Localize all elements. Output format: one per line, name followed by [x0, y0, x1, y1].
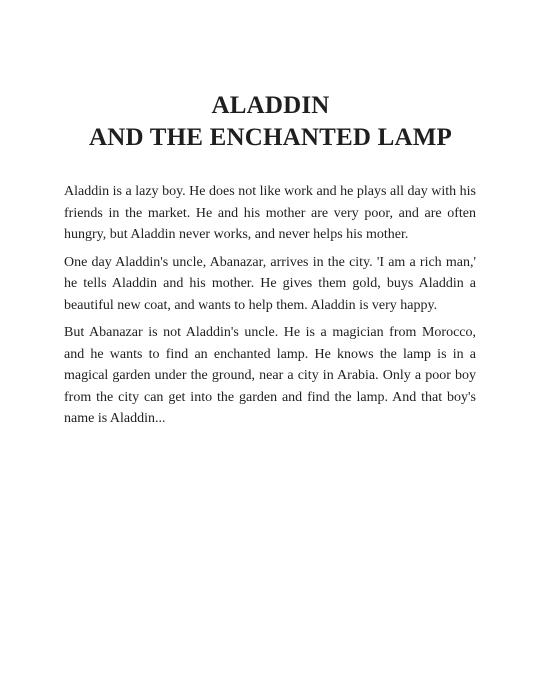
- page-title: [0, 90, 541, 154]
- paragraph-2: One day Aladdin's uncle, Abanazar, arrives in the city. 'I am a rich man,' he tells Aladdin and his mother. He gives them gold, buys Aladdin a beautiful new coat, and wants to help them. Aladdin is very happy.: [64, 254, 476, 313]
- title-line-1: ALADDIN: [211, 92, 330, 119]
- paragraph-1: Aladdin is a lazy boy. He does not like work and he plays all day with his friends in the market. He and his mother are very poor, and are often hungry, but Aladdin never works, and never helps his mother.: [64, 184, 476, 242]
- title-line-2: AND THE ENCHANTED LAMP: [89, 124, 452, 151]
- paragraph-3: But Abanazar is not Aladdin's uncle. He is a magician from Morocco, and he wants to find an enchanted lamp. He knows the lamp is in a magical garden under the ground, near a city in Arabia. Only a poor boy from the city can get into the garden and find the lamp. And that boy's name is Aladdin...: [64, 325, 476, 426]
- story-body: [64, 181, 476, 436]
